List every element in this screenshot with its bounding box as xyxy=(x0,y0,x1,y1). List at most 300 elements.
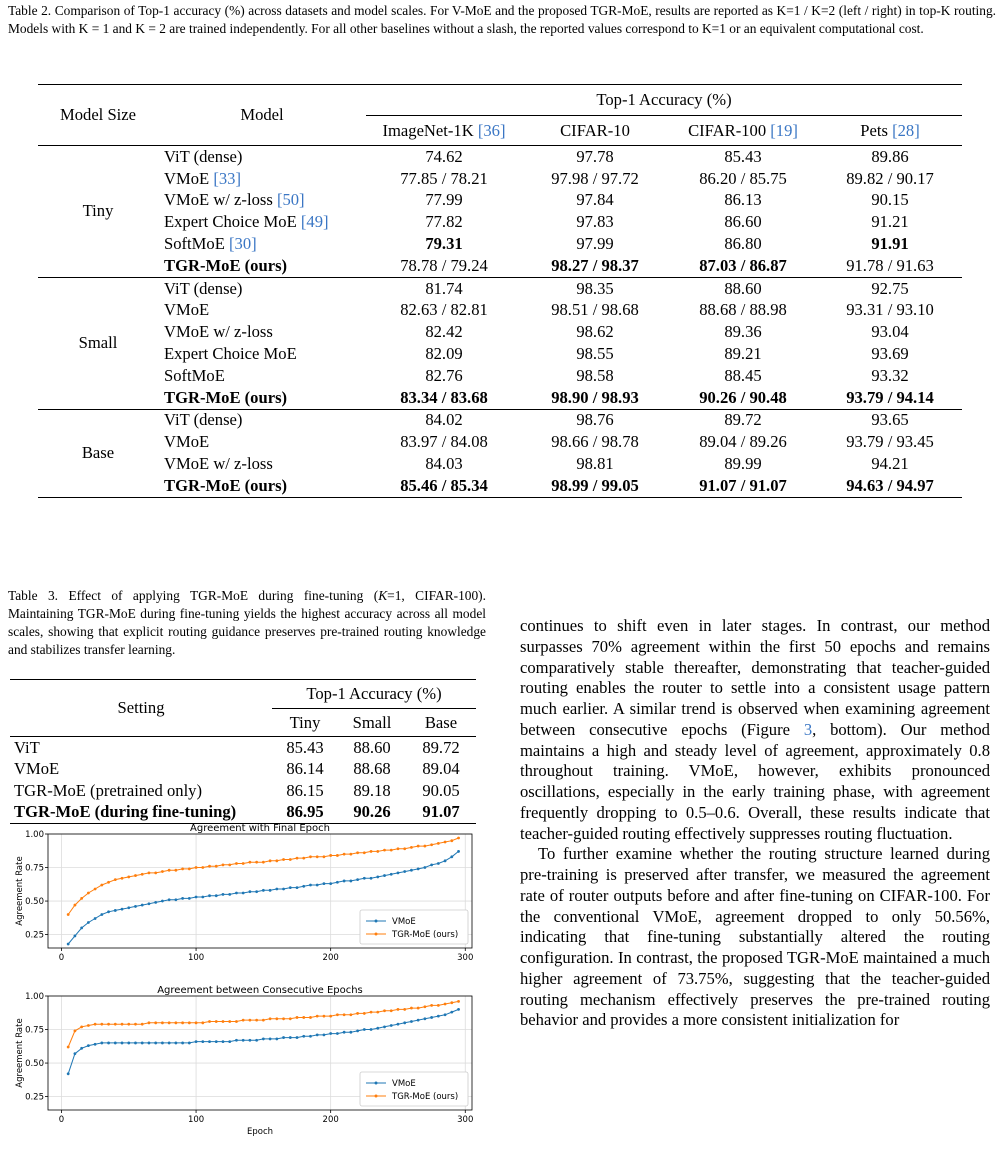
data-point xyxy=(417,867,420,870)
table2-caption: Table 2. Comparison of Top-1 accuracy (%) across datasets and model scales. For V-MoE and the proposed TGR-MoE, results are reported as K=1 / K=2 (left / right) in top-K routing. Models with K = 1 and K = 2 are trained independently. For all other baselines without a slash, the reported values correspond to K=1 or an equivalent computational cost. xyxy=(8,3,996,36)
data-point xyxy=(127,906,130,909)
accuracy-cell: 94.21 xyxy=(871,454,909,474)
accuracy-cell: 86.13 xyxy=(724,190,762,210)
data-point xyxy=(121,908,124,911)
accuracy-cell: 97.99 xyxy=(576,234,614,254)
data-point xyxy=(148,871,151,874)
data-point xyxy=(242,1019,245,1022)
data-point xyxy=(188,867,191,870)
data-point xyxy=(423,1017,426,1020)
accuracy-cell: 81.74 xyxy=(366,277,522,299)
data-point xyxy=(450,1011,453,1014)
accuracy-cell: 74.62 xyxy=(366,146,522,168)
accuracy-cell: 77.85 / 78.21 xyxy=(400,168,488,188)
data-point xyxy=(390,873,393,876)
data-point xyxy=(289,1036,292,1039)
data-point xyxy=(188,897,191,900)
data-point xyxy=(87,1044,90,1047)
data-point xyxy=(67,1072,70,1075)
accuracy-cell: 89.72 xyxy=(668,409,818,431)
data-point xyxy=(349,853,352,856)
accuracy-cell: 89.04 / 89.26 xyxy=(699,432,787,452)
data-point xyxy=(255,1019,258,1022)
data-point xyxy=(228,893,231,896)
accuracy-cell: 98.99 / 99.05 xyxy=(522,475,668,497)
accuracy-cell: 89.18 xyxy=(353,780,391,800)
data-point xyxy=(269,1038,272,1041)
x-tick-label: 200 xyxy=(322,1115,339,1125)
accuracy-cell: 91.91 xyxy=(871,234,909,254)
data-point xyxy=(174,869,177,872)
data-point xyxy=(444,1003,447,1006)
data-point xyxy=(417,1007,420,1010)
data-point xyxy=(302,1016,305,1019)
model-size-cell: Small xyxy=(38,277,158,409)
data-point xyxy=(235,862,238,865)
model-name-cell: VMoE w/ z-loss xyxy=(164,322,273,342)
data-point xyxy=(370,1028,373,1031)
data-point xyxy=(114,909,117,912)
accuracy-cell: 97.83 xyxy=(576,212,614,232)
data-point xyxy=(188,1042,191,1045)
data-point xyxy=(161,900,164,903)
data-point xyxy=(67,1046,70,1049)
data-point xyxy=(282,1017,285,1020)
data-point xyxy=(329,882,332,885)
x-tick-label: 0 xyxy=(58,1115,65,1125)
data-point xyxy=(343,1013,346,1016)
model-name-cell: TGR-MoE (ours) xyxy=(164,255,288,275)
y-tick-label: 0.50 xyxy=(25,897,44,908)
accuracy-cell: 98.51 / 98.68 xyxy=(551,300,639,320)
table-row xyxy=(38,387,962,409)
accuracy-cell: 82.76 xyxy=(425,365,463,385)
data-point xyxy=(201,866,204,869)
model-size-cell: Base xyxy=(38,409,158,497)
data-point xyxy=(444,1013,447,1016)
data-point xyxy=(437,842,440,845)
table-row xyxy=(38,431,962,453)
data-point xyxy=(444,841,447,844)
x-tick-label: 200 xyxy=(322,953,339,963)
data-point xyxy=(161,1021,164,1024)
data-point xyxy=(201,1040,204,1043)
accuracy-cell: 84.02 xyxy=(366,409,522,431)
figure-3-agreement-charts xyxy=(14,818,476,1158)
accuracy-cell: 89.99 xyxy=(724,454,762,474)
data-point xyxy=(376,850,379,853)
data-point xyxy=(363,877,366,880)
data-point xyxy=(269,859,272,862)
data-point xyxy=(74,935,77,938)
model-name-cell: Expert Choice MoE xyxy=(164,344,297,364)
data-point xyxy=(323,882,326,885)
data-point xyxy=(141,1042,144,1045)
accuracy-cell: 91.21 xyxy=(871,212,909,232)
chart-title: Agreement between Consecutive Epochs xyxy=(157,985,363,996)
data-point xyxy=(134,874,137,877)
data-point xyxy=(309,1035,312,1038)
table-row xyxy=(38,475,962,497)
table-row xyxy=(38,146,962,168)
accuracy-cell: 90.26 / 90.48 xyxy=(699,387,787,407)
table3-col-header: Tiny xyxy=(289,712,321,732)
data-point xyxy=(403,847,406,850)
data-point xyxy=(309,855,312,858)
accuracy-cell: 93.32 xyxy=(871,365,909,385)
accuracy-cell: 79.31 xyxy=(425,234,463,254)
table-row xyxy=(38,409,962,431)
data-point xyxy=(134,1023,137,1026)
data-point xyxy=(107,1042,110,1045)
accuracy-cell: 97.84 xyxy=(576,190,614,210)
data-point xyxy=(235,892,238,895)
data-point xyxy=(302,885,305,888)
data-point xyxy=(80,897,83,900)
citation-link[interactable]: [33] xyxy=(213,168,241,188)
y-tick-label: 0.75 xyxy=(25,863,44,874)
data-point xyxy=(80,1047,83,1050)
data-point xyxy=(376,876,379,879)
legend-label: VMoE xyxy=(392,917,416,927)
data-point xyxy=(302,857,305,860)
data-point xyxy=(201,896,204,899)
data-point xyxy=(275,1038,278,1041)
data-point xyxy=(249,890,252,893)
accuracy-cell: 93.69 xyxy=(871,344,909,364)
data-point xyxy=(403,1021,406,1024)
table-row xyxy=(38,343,962,365)
accuracy-cell: 93.79 / 94.14 xyxy=(846,387,934,407)
data-point xyxy=(289,886,292,889)
data-point xyxy=(181,867,184,870)
model-name-cell: ViT (dense) xyxy=(158,146,366,168)
data-point xyxy=(370,850,373,853)
citation-link[interactable]: [36] xyxy=(477,120,506,140)
accuracy-cell: 93.04 xyxy=(871,322,909,342)
chart-title: Agreement with Final Epoch xyxy=(190,823,330,834)
data-point xyxy=(148,1042,151,1045)
data-point xyxy=(376,1027,379,1030)
data-point xyxy=(329,854,332,857)
data-point xyxy=(450,839,453,842)
citation-link[interactable]: [50] xyxy=(276,190,305,210)
accuracy-cell: 85.46 / 85.34 xyxy=(366,475,522,497)
data-point xyxy=(168,898,171,901)
data-point xyxy=(181,1021,184,1024)
data-point xyxy=(437,1015,440,1018)
accuracy-cell: 88.68 xyxy=(353,759,391,779)
y-tick-label: 1.00 xyxy=(25,992,44,1002)
model-name-cell: SoftMoE [30] xyxy=(164,234,257,254)
accuracy-cell: 92.75 xyxy=(818,277,962,299)
table-row xyxy=(10,737,476,759)
data-point xyxy=(262,1019,265,1022)
data-point xyxy=(363,1028,366,1031)
data-point xyxy=(235,1039,238,1042)
body-paragraph-1: continues to shift even in later stages. In contrast, our method surpasses 70% agreement within the first 50 epochs and remains comparatively stable thereafter, demonstrating that teacher-guided routing enables the router to settle into a consistent usage pattern much earlier. A similar trend is observed when examining agreement between consecutive epochs (Figure 3, bottom). Our method maintains a high and steady level of agreement, approximately 0.8 throughout training. VMoE, however, exhibits pronounced oscillations, especially in the early training phase, with agreement frequently dropping to 0.5–0.6. Overall, these results indicate that teacher-guided routing effectively suppresses routing fluctuation. xyxy=(520,616,990,843)
data-point xyxy=(262,861,265,864)
data-point xyxy=(154,1042,157,1045)
accuracy-cell: 89.86 xyxy=(818,146,962,168)
data-point xyxy=(397,871,400,874)
data-point xyxy=(215,1040,218,1043)
data-point xyxy=(390,1024,393,1027)
data-point xyxy=(316,884,319,887)
table2-dataset-header: CIFAR-100 [19] xyxy=(688,120,798,140)
x-tick-label: 300 xyxy=(457,953,474,963)
setting-cell: TGR-MoE (pretrained only) xyxy=(14,780,203,800)
data-point xyxy=(296,857,299,860)
table2-dataset-header: ImageNet-1K [36] xyxy=(382,120,506,140)
data-point xyxy=(302,1035,305,1038)
table2-dataset-header: CIFAR-10 xyxy=(560,120,630,140)
data-point xyxy=(316,1015,319,1018)
citation-link[interactable]: [19] xyxy=(770,120,798,140)
data-point xyxy=(417,1019,420,1022)
data-point xyxy=(450,855,453,858)
data-point xyxy=(289,1017,292,1020)
y-axis-label: Agreement Rate xyxy=(15,856,25,926)
model-name-cell: TGR-MoE (ours) xyxy=(158,475,366,497)
data-point xyxy=(242,892,245,895)
table-row xyxy=(38,211,962,233)
citation-link[interactable]: [28] xyxy=(892,120,920,140)
data-point xyxy=(336,1013,339,1016)
model-name-cell: VMoE w/ z-loss xyxy=(164,454,273,474)
model-name-cell: VMoE w/ z-loss [50] xyxy=(164,190,305,210)
data-point xyxy=(148,1021,151,1024)
data-point xyxy=(174,1021,177,1024)
legend-marker xyxy=(375,933,378,936)
y-tick-label: 1.00 xyxy=(25,830,44,840)
accuracy-cell: 83.34 / 83.68 xyxy=(400,387,488,407)
data-point xyxy=(423,1005,426,1008)
data-point xyxy=(457,837,460,840)
data-point xyxy=(269,1017,272,1020)
data-point xyxy=(423,845,426,848)
accuracy-cell: 82.63 / 82.81 xyxy=(400,300,488,320)
accuracy-cell: 86.80 xyxy=(724,234,762,254)
model-name-cell: ViT (dense) xyxy=(158,409,366,431)
data-point xyxy=(181,897,184,900)
data-point xyxy=(403,870,406,873)
data-point xyxy=(282,1036,285,1039)
data-point xyxy=(141,873,144,876)
accuracy-cell: 89.82 / 90.17 xyxy=(846,168,934,188)
accuracy-cell: 88.68 / 88.98 xyxy=(699,300,787,320)
data-point xyxy=(316,855,319,858)
model-name-cell: VMoE xyxy=(164,432,210,452)
accuracy-cell: 86.20 / 85.75 xyxy=(699,168,787,188)
data-point xyxy=(363,851,366,854)
accuracy-cell: 98.58 xyxy=(576,365,614,385)
data-point xyxy=(370,1011,373,1014)
data-point xyxy=(255,890,258,893)
accuracy-cell: 90.05 xyxy=(422,780,460,800)
legend-marker xyxy=(375,1082,378,1085)
data-point xyxy=(323,1015,326,1018)
table2-dataset-header: Pets [28] xyxy=(860,120,920,140)
data-point xyxy=(383,1009,386,1012)
accuracy-cell: 98.90 / 98.93 xyxy=(551,387,639,407)
data-point xyxy=(168,1021,171,1024)
data-point xyxy=(107,910,110,913)
accuracy-cell: 85.43 xyxy=(272,737,338,759)
accuracy-cell: 93.65 xyxy=(818,409,962,431)
y-axis-label: Agreement Rate xyxy=(15,1018,25,1088)
model-size-cell: Tiny xyxy=(38,146,158,278)
data-point xyxy=(127,1042,130,1045)
data-point xyxy=(336,1032,339,1035)
citation-link[interactable]: [30] xyxy=(229,234,257,254)
data-point xyxy=(74,1052,77,1055)
accuracy-cell: 98.27 / 98.37 xyxy=(551,255,639,275)
data-point xyxy=(94,1023,97,1026)
data-point xyxy=(141,904,144,907)
accuracy-cell: 98.62 xyxy=(576,322,614,342)
body-text xyxy=(520,616,990,1031)
table2-head-group: Top-1 Accuracy (%) xyxy=(366,85,962,116)
citation-link[interactable]: [49] xyxy=(300,212,329,232)
data-point xyxy=(403,1008,406,1011)
accuracy-cell: 88.60 xyxy=(338,737,406,759)
data-point xyxy=(390,1009,393,1012)
figure-ref-link[interactable]: 3 xyxy=(803,719,813,739)
data-point xyxy=(74,904,77,907)
accuracy-cell: 85.43 xyxy=(668,146,818,168)
data-point xyxy=(397,1023,400,1026)
accuracy-cell: 86.60 xyxy=(724,212,762,232)
data-point xyxy=(67,913,70,916)
data-point xyxy=(383,874,386,877)
data-point xyxy=(255,861,258,864)
data-point xyxy=(309,884,312,887)
data-point xyxy=(74,1029,77,1032)
data-point xyxy=(87,921,90,924)
data-point xyxy=(430,1016,433,1019)
model-name-cell: ViT (dense) xyxy=(158,277,366,299)
setting-cell: VMoE xyxy=(14,759,60,779)
data-point xyxy=(370,877,373,880)
data-point xyxy=(208,894,211,897)
model-name-cell: TGR-MoE (ours) xyxy=(164,387,288,407)
data-point xyxy=(208,1020,211,1023)
accuracy-cell: 98.35 xyxy=(522,277,668,299)
accuracy-cell: 88.45 xyxy=(724,365,762,385)
data-point xyxy=(417,845,420,848)
table3-head-group: Top-1 Accuracy (%) xyxy=(272,680,476,709)
data-point xyxy=(444,859,447,862)
data-point xyxy=(222,893,225,896)
data-point xyxy=(329,1015,332,1018)
data-point xyxy=(67,943,70,946)
data-point xyxy=(87,892,90,895)
data-point xyxy=(349,1013,352,1016)
x-tick-label: 100 xyxy=(187,1115,205,1125)
y-tick-label: 0.25 xyxy=(25,1092,44,1103)
data-point xyxy=(114,1023,117,1026)
data-point xyxy=(161,1042,164,1045)
setting-cell: TGR-MoE (during fine-tuning) xyxy=(10,802,272,824)
data-point xyxy=(296,1016,299,1019)
data-point xyxy=(222,1020,225,1023)
data-point xyxy=(437,862,440,865)
data-point xyxy=(282,858,285,861)
data-point xyxy=(242,862,245,865)
data-point xyxy=(195,866,198,869)
accuracy-cell: 86.15 xyxy=(286,780,324,800)
accuracy-cell: 97.98 / 97.72 xyxy=(551,168,639,188)
data-point xyxy=(356,1012,359,1015)
data-point xyxy=(222,863,225,866)
data-point xyxy=(282,888,285,891)
data-point xyxy=(161,870,164,873)
accuracy-cell: 86.14 xyxy=(286,759,324,779)
data-point xyxy=(309,1016,312,1019)
data-point xyxy=(349,880,352,883)
accuracy-cell: 90.15 xyxy=(871,190,909,210)
data-point xyxy=(410,1020,413,1023)
table2-head-size: Model Size xyxy=(38,85,158,146)
data-point xyxy=(215,894,218,897)
data-point xyxy=(80,1025,83,1028)
table-row xyxy=(38,190,962,212)
accuracy-cell: 98.55 xyxy=(576,344,614,364)
data-point xyxy=(410,1007,413,1010)
x-tick-label: 0 xyxy=(58,953,65,963)
table-row xyxy=(38,277,962,299)
data-point xyxy=(450,1001,453,1004)
data-point xyxy=(275,888,278,891)
data-point xyxy=(168,869,171,872)
accuracy-cell: 93.31 / 93.10 xyxy=(846,300,934,320)
x-tick-label: 100 xyxy=(187,953,205,963)
data-point xyxy=(127,1023,130,1026)
accuracy-cell: 91.07 xyxy=(406,802,476,824)
data-point xyxy=(94,917,97,920)
data-point xyxy=(343,1031,346,1034)
accuracy-cell: 89.04 xyxy=(422,759,460,779)
legend-label: VMoE xyxy=(392,1079,416,1089)
data-point xyxy=(208,1040,211,1043)
series-line xyxy=(68,838,458,915)
y-tick-label: 0.25 xyxy=(25,930,44,941)
table-row xyxy=(38,321,962,343)
setting-cell: ViT xyxy=(10,737,272,759)
data-point xyxy=(215,1020,218,1023)
data-point xyxy=(181,1042,184,1045)
data-point xyxy=(343,880,346,883)
data-point xyxy=(121,1023,124,1026)
data-point xyxy=(100,884,103,887)
data-point xyxy=(228,1020,231,1023)
table-row xyxy=(38,233,962,255)
accuracy-cell: 84.03 xyxy=(425,454,463,474)
data-point xyxy=(356,1029,359,1032)
data-point xyxy=(397,1008,400,1011)
data-point xyxy=(296,886,299,889)
table3-col-header: Small xyxy=(352,712,392,732)
accuracy-cell: 98.66 / 98.78 xyxy=(551,432,639,452)
data-point xyxy=(100,1023,103,1026)
data-point xyxy=(262,1038,265,1041)
accuracy-cell: 94.63 / 94.97 xyxy=(818,475,962,497)
table-row xyxy=(38,365,962,387)
accuracy-cell: 91.07 / 91.07 xyxy=(668,475,818,497)
data-point xyxy=(296,1036,299,1039)
data-point xyxy=(195,1040,198,1043)
